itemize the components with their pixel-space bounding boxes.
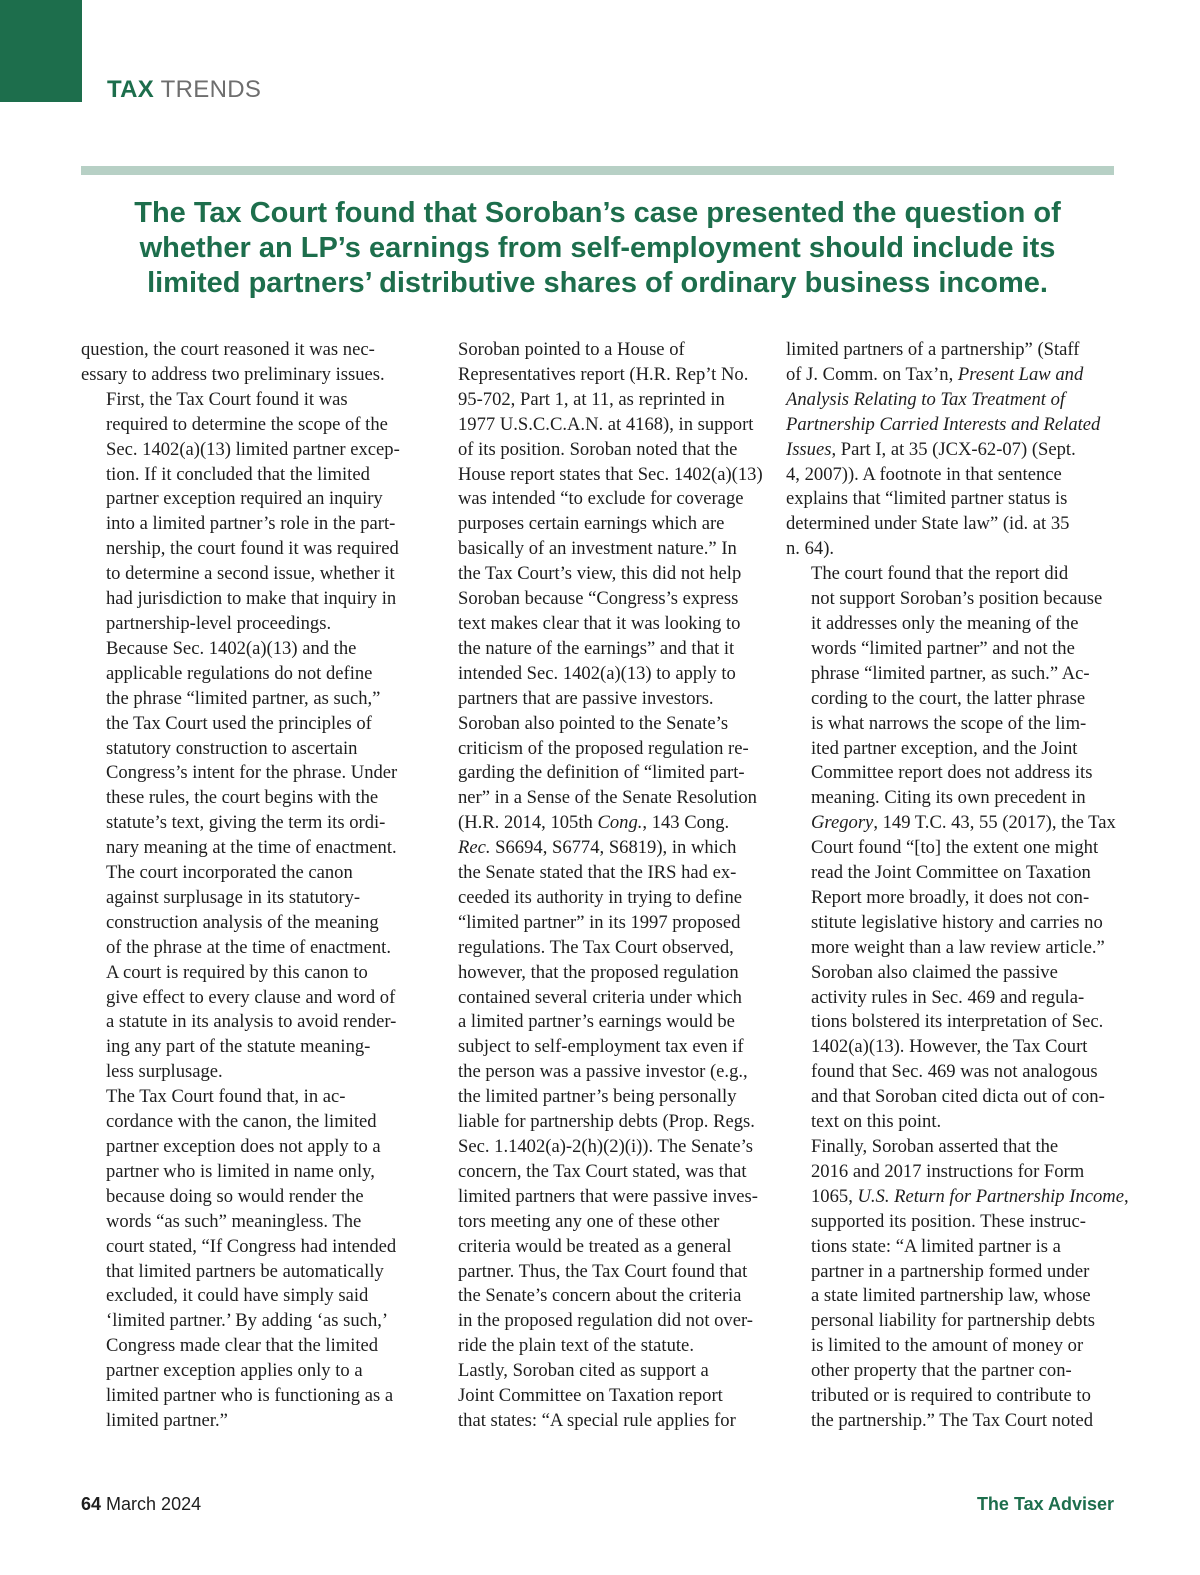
text-line: text makes clear that it was looking to — [458, 612, 741, 634]
section-label-light: TRENDS — [160, 76, 262, 103]
text-line: limited partners that were passive inves- — [458, 1185, 758, 1207]
text-line: activity rules in Sec. 469 and regula- — [811, 986, 1085, 1008]
text-line: to determine a second issue, whether it — [106, 563, 395, 585]
pull-quote — [81, 196, 1114, 301]
text-line: determined under State law” (id. at 35 — [786, 513, 1070, 535]
paragraph — [433, 712, 760, 1360]
text-line: 95-702, Part 1, at 11, as reprinted in — [458, 388, 725, 410]
text-line: construction analysis of the meaning — [106, 911, 379, 933]
text-line: tions state: “A limited partner is a — [811, 1235, 1061, 1257]
text-line: Issues, Part I, at 35 (JCX-62-07) (Sept. — [786, 438, 1076, 460]
text-line: purposes certain earnings which are — [458, 513, 725, 535]
section-label — [107, 76, 261, 104]
text-line: against surplusage in its statutory- — [106, 886, 361, 908]
section-label-strong: TAX — [107, 76, 155, 103]
corner-accent-block — [0, 0, 82, 102]
text-line: Lastly, Soroban cited as support a — [458, 1360, 709, 1382]
text-line: of the phrase at the time of enactment. — [106, 936, 391, 958]
text-line: that states: “A special rule applies for — [458, 1409, 736, 1431]
text-line: 1977 U.S.C.C.A.N. at 4168), in support — [458, 413, 754, 435]
footer-page-info — [81, 1494, 201, 1515]
text-line: limited partner.” — [106, 1409, 228, 1431]
text-line: that limited partners be automatically — [106, 1260, 384, 1282]
text-line: tion. If it concluded that the limited — [106, 463, 370, 485]
text-line: cordance with the canon, the limited — [106, 1111, 377, 1133]
text-line: required to determine the scope of the — [106, 413, 388, 435]
text-line: a limited partner’s earnings would be — [458, 1011, 735, 1033]
text-line: Report more broadly, it does not con- — [811, 886, 1090, 908]
text-line: n. 64). — [786, 538, 835, 560]
paragraph — [433, 1359, 760, 1434]
text-line: partner exception required an inquiry — [106, 488, 383, 510]
article-body — [81, 338, 1129, 1438]
text-line: Partnership Carried Interests and Related — [786, 413, 1101, 435]
text-line: regulations. The Tax Court observed, — [458, 936, 734, 958]
text-line: partner who is limited in name only, — [106, 1160, 375, 1182]
text-line: found that Sec. 469 was not analogous — [811, 1061, 1098, 1083]
text-line: the Senate’s concern about the criteria — [458, 1285, 742, 1307]
text-line: 1402(a)(13). However, the Tax Court — [811, 1036, 1088, 1058]
text-line: Sec. 1.1402(a)-2(h)(2)(i)). The Senate’s — [458, 1136, 753, 1157]
paragraph — [81, 637, 408, 1085]
text-line: Finally, Soroban asserted that the — [811, 1136, 1059, 1157]
text-line: partner. Thus, the Tax Court found that — [458, 1260, 748, 1282]
text-line: The Tax Court found that, in ac- — [106, 1086, 346, 1108]
text-line: not support Soroban’s position because — [811, 588, 1103, 610]
text-line: Rec. S6694, S6774, S6819), in which — [458, 837, 737, 859]
text-line: The court found that the report did — [811, 563, 1069, 585]
text-line: cording to the court, the latter phrase — [811, 687, 1086, 709]
text-line: explains that “limited partner status is — [786, 488, 1068, 510]
text-line: “limited partner” in its 1997 proposed — [458, 911, 741, 933]
text-line: ceeded its authority in trying to define — [458, 886, 742, 908]
text-line: ing any part of the statute meaning- — [106, 1036, 371, 1058]
text-line: Soroban also claimed the passive — [811, 961, 1058, 983]
text-line: in the proposed regulation did not over- — [458, 1310, 753, 1332]
pull-quote-line: limited partners’ distributive shares of ordinary business income. — [147, 267, 1048, 299]
text-line: partner exception does not apply to a — [106, 1136, 381, 1157]
text-line: text on this point. — [811, 1111, 942, 1133]
text-line: ner” in a Sense of the Senate Resolution — [458, 787, 757, 809]
text-line: a statute in its analysis to avoid render- — [106, 1011, 397, 1033]
text-line: personal liability for partnership debts — [811, 1310, 1095, 1332]
text-line: 2016 and 2017 instructions for Form — [811, 1160, 1085, 1182]
text-line: basically of an investment nature.” In — [458, 538, 737, 560]
text-line: limited partners of a partnership” (Staff — [786, 339, 1080, 360]
text-line: is what narrows the scope of the lim- — [811, 712, 1087, 734]
text-line: tributed or is required to contribute to — [811, 1385, 1091, 1407]
text-line: Soroban pointed to a House of — [458, 339, 685, 360]
text-line: concern, the Tax Court stated, was that — [458, 1160, 747, 1182]
text-line: supported its position. These instruc- — [811, 1210, 1086, 1232]
text-line: nary meaning at the time of enactment. — [106, 837, 397, 859]
text-line: words “as such” meaningless. The — [106, 1210, 362, 1232]
text-line: liable for partnership debts (Prop. Regs. — [458, 1111, 755, 1133]
text-line: the Senate stated that the IRS had ex- — [458, 862, 737, 884]
text-line: Court found “[to] the extent one might — [811, 837, 1099, 859]
text-line: Congress made clear that the limited — [106, 1335, 379, 1357]
text-line: it addresses only the meaning of the — [811, 612, 1079, 634]
paragraph — [786, 562, 1116, 961]
text-line: is limited to the amount of money or — [811, 1335, 1084, 1357]
text-line: the nature of the earnings” and that it — [458, 637, 735, 659]
text-line: meaning. Citing its own precedent in — [811, 787, 1086, 809]
text-column-3 — [786, 338, 1129, 1434]
text-line: 1065, U.S. Return for Partnership Income, — [811, 1185, 1129, 1207]
text-line: House report states that Sec. 1402(a)(13) — [458, 463, 763, 485]
text-line: Soroban also pointed to the Senate’s — [458, 712, 729, 734]
text-line: had jurisdiction to make that inquiry in — [106, 588, 397, 610]
text-line: the partnership.” The Tax Court noted — [811, 1409, 1094, 1431]
text-line: a state limited partnership law, whose — [811, 1285, 1091, 1307]
text-line: excluded, it could have simply said — [106, 1285, 369, 1307]
text-line: Because Sec. 1402(a)(13) and the — [106, 637, 357, 659]
text-line: partner in a partnership formed under — [811, 1260, 1090, 1282]
text-line: partner exception applies only to a — [106, 1360, 363, 1382]
pull-quote-line: whether an LP’s earnings from self-employment should include its — [139, 232, 1056, 264]
text-column-1 — [81, 338, 408, 1434]
text-line: limited partner who is functioning as a — [106, 1385, 394, 1407]
text-line: of J. Comm. on Tax’n, Present Law and — [786, 363, 1084, 385]
text-line: other property that the partner con- — [811, 1360, 1072, 1382]
text-line: applicable regulations do not define — [106, 662, 373, 684]
text-line: The court incorporated the canon — [106, 862, 353, 884]
text-line: Sec. 1402(a)(13) limited partner excep- — [106, 438, 400, 460]
paragraph — [81, 1085, 408, 1434]
text-line: the limited partner’s being personally — [458, 1086, 737, 1108]
text-line: partnership-level proceedings. — [106, 612, 332, 634]
text-line: the phrase “limited partner, as such,” — [106, 687, 381, 709]
text-line: these rules, the court begins with the — [106, 787, 379, 809]
text-line: court stated, “If Congress had intended — [106, 1235, 397, 1257]
text-line: and that Soroban cited dicta out of con- — [811, 1086, 1105, 1108]
paragraph — [786, 1135, 1129, 1434]
text-line: First, the Tax Court found it was — [106, 388, 348, 410]
text-line: words “limited partner” and not the — [811, 637, 1075, 659]
text-line: of its position. Soroban noted that the — [458, 438, 738, 460]
text-line: tors meeting any one of these other — [458, 1210, 720, 1232]
text-line: partners that are passive investors. — [458, 687, 714, 709]
text-line: ited partner exception, and the Joint — [811, 737, 1078, 759]
text-line: statute’s text, giving the term its ordi- — [106, 812, 386, 834]
text-line: was intended “to exclude for coverage — [458, 488, 744, 510]
text-line: the Tax Court used the principles of — [106, 712, 372, 734]
text-line: ‘limited partner.’ By adding ‘as such,’ — [106, 1310, 389, 1332]
paragraph — [786, 961, 1113, 1135]
text-line: criteria would be treated as a general — [458, 1235, 732, 1257]
text-line: Representatives report (H.R. Rep’t No. — [458, 363, 749, 385]
text-line: the Tax Court’s view, this did not help — [458, 563, 742, 585]
text-line: (H.R. 2014, 105th Cong., 143 Cong. — [458, 812, 730, 834]
text-line: 4, 2007)). A footnote in that sentence — [786, 463, 1062, 485]
text-line: Analysis Relating to Tax Treatment of — [786, 388, 1066, 410]
text-line: into a limited partner’s role in the part- — [106, 513, 396, 535]
text-line: give effect to every clause and word of — [106, 986, 396, 1008]
text-line: because doing so would render the — [106, 1185, 364, 1207]
text-line: Joint Committee on Taxation report — [458, 1385, 723, 1407]
text-line: essary to address two preliminary issues. — [81, 363, 385, 385]
text-line: statutory construction to ascertain — [106, 737, 358, 759]
text-line: stitute legislative history and carries no — [811, 911, 1103, 933]
publication-name: The Tax Adviser — [976, 1494, 1114, 1514]
text-line: phrase “limited partner, as such.” Ac- — [811, 662, 1090, 684]
text-line: criticism of the proposed regulation re- — [458, 737, 749, 759]
text-line: garding the definition of “limited part- — [458, 762, 745, 784]
paragraph — [81, 338, 408, 388]
pull-quote-rule — [81, 166, 1114, 175]
paragraph — [81, 388, 408, 637]
text-line: question, the court reasoned it was nec- — [81, 339, 375, 360]
text-line: Soroban because “Congress’s express — [458, 588, 739, 610]
paragraph — [786, 338, 1113, 562]
text-column-2 — [433, 338, 763, 1434]
text-line: intended Sec. 1402(a)(13) to apply to — [458, 662, 736, 684]
issue-date: March 2024 — [106, 1494, 202, 1514]
paragraph — [433, 338, 763, 712]
text-line: contained several criteria under which — [458, 986, 742, 1008]
text-line: the person was a passive investor (e.g., — [458, 1061, 748, 1083]
text-line: Congress’s intent for the phrase. Under — [106, 762, 398, 784]
text-line: tions bolstered its interpretation of Sec. — [811, 1011, 1104, 1033]
text-line: read the Joint Committee on Taxation — [811, 862, 1091, 884]
text-line: A court is required by this canon to — [106, 961, 368, 983]
text-line: nership, the court found it was required — [106, 538, 399, 560]
text-line: less surplusage. — [106, 1061, 223, 1083]
text-line: however, that the proposed regulation — [458, 961, 739, 983]
text-line: subject to self-employment tax even if — [458, 1036, 744, 1058]
pull-quote-line: The Tax Court found that Soroban’s case presented the question of — [134, 197, 1061, 229]
text-line: Gregory, 149 T.C. 43, 55 (2017), the Tax — [811, 812, 1116, 834]
text-line: ride the plain text of the statute. — [458, 1335, 694, 1357]
page-number: 64 — [81, 1494, 102, 1514]
text-line: Committee report does not address its — [811, 762, 1093, 784]
text-line: more weight than a law review article.” — [811, 936, 1105, 958]
